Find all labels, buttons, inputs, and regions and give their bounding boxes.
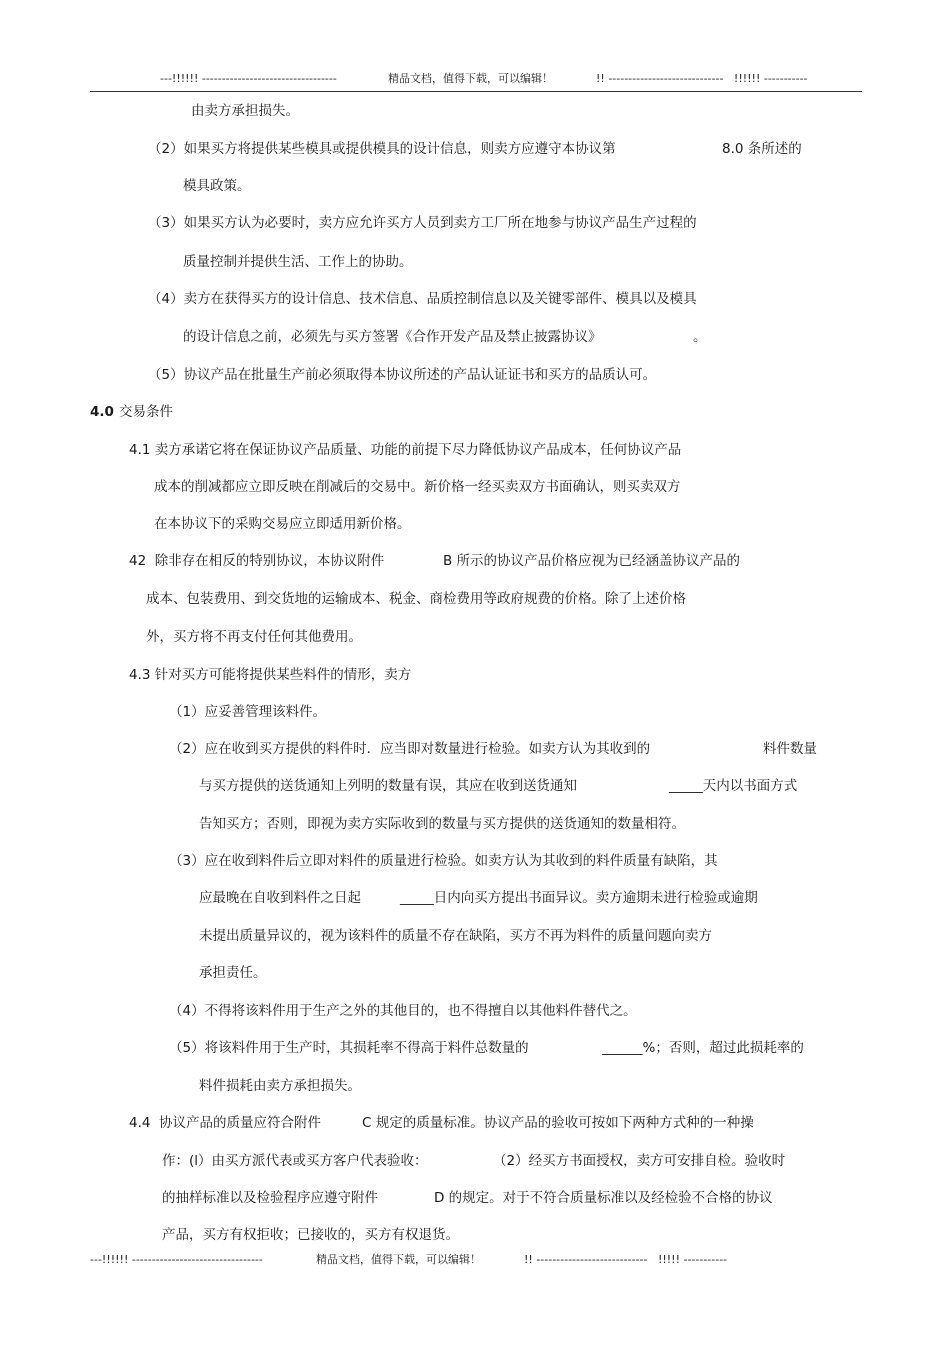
section-number: 4.0 xyxy=(90,404,114,420)
paragraph-line: 在本协议下的采购交易应立即适用新价格。 xyxy=(154,516,411,532)
sub-item-4: （4）不得将该料件用于生产之外的其他目的，也不得擅自以其他料件替代之。 xyxy=(169,1003,637,1019)
paragraph-line: 的设计信息之前，必须先与买方签署《合作开发产品及禁止披露协议》 xyxy=(183,329,602,345)
paragraph-line: 成本的削减都应立即反映在削减后的交易中。新价格一经买卖双方书面确认，则买卖双方 xyxy=(154,479,681,495)
paragraph-line: 应最晚在自收到料件之日起 xyxy=(199,890,361,906)
paragraph-line: 未提出质量异议的，视为该料件的质量不存在缺陷，买方不再为料件的质量问题向卖方 xyxy=(199,928,712,944)
paragraph-line: 与买方提供的送货通知上列明的数量有误，其应在收到送货通知 xyxy=(199,778,577,794)
blank-field: _____天内以书面方式 xyxy=(669,778,798,794)
sub-item-3: （3）应在收到料件后立即对料件的质量进行检验。如卖方认为其收到的料件质量有缺陷，其 xyxy=(169,853,718,869)
paragraph-line: 告知买方；否则，即视为卖方实际收到的数量与买方提供的送货通知的数量相符。 xyxy=(199,816,685,832)
header-rule xyxy=(90,91,862,92)
paragraph-line: 质量控制并提供生活、工作上的协助。 xyxy=(183,254,413,270)
blank-field: ______%；否则，超过此损耗率的 xyxy=(602,1040,804,1056)
list-item-5: （5）协议产品在批量生产前必须取得本协议所述的产品认证证书和买方的品质认可。 xyxy=(148,367,657,383)
footer-right-decoration: !! ---------------------------- !!!!! ----------- xyxy=(524,1253,728,1266)
paragraph-line: D 的规定。对于不符合质量标准以及经检验不合格的协议 xyxy=(434,1190,773,1206)
sub-item-5: （5）将该料件用于生产时，其损耗率不得高于料件总数量的 xyxy=(169,1040,529,1056)
clause-4-4: 4.4 协议产品的质量应符合附件 xyxy=(129,1115,322,1131)
paragraph-line: 作：(l）由买方派代表或买方客户代表验收： xyxy=(162,1153,428,1169)
paragraph-line: 料件损耗由卖方承担损失。 xyxy=(199,1078,361,1094)
footer-left-decoration: ---!!!!!! --------------------------------- xyxy=(90,1253,263,1266)
paragraph-line: 的抽样标准以及检验程序应遵守附件 xyxy=(162,1190,378,1206)
sub-item-2: （2）应在收到买方提供的料件时．应当即对数量进行检验。如卖方认为其收到的 xyxy=(169,741,651,757)
list-item-2-ref: 8.0 条所述的 xyxy=(722,141,802,157)
clause-4-2: 42 除非存在相反的特别协议，本协议附件 xyxy=(129,553,385,569)
paragraph-line: B 所示的协议产品价格应视为已经涵盖协议产品的 xyxy=(443,553,741,569)
header-left-decoration: ---!!!!!! ---------------------------------- xyxy=(160,72,337,85)
header-title: 精品文档，值得下载，可以编辑！ xyxy=(388,72,553,85)
clause-4-3: 4.3 针对买方可能将提供某些料件的情形，卖方 xyxy=(129,667,412,683)
blank-field: _____日内向买方提出书面异议。卖方逾期未进行检验或逾期 xyxy=(400,890,758,906)
paragraph-line: 产品，买方有权拒收；已接收的，买方有权退货。 xyxy=(162,1227,459,1243)
paragraph-line: 承担责任。 xyxy=(199,965,267,981)
section-title: 交易条件 xyxy=(119,404,173,420)
clause-4-1: 4.1 卖方承诺它将在保证协议产品质量、功能的前提下尽力降低协议产品成本，任何协议产品 xyxy=(129,442,682,458)
paragraph-line: （2）经买方书面授权，卖方可安排自检。验收时 xyxy=(493,1153,786,1169)
paragraph-line: 模具政策。 xyxy=(183,178,251,194)
header-right-decoration: !! ----------------------------- !!!!!! ----------- xyxy=(596,72,808,85)
list-item-3: （3）如果买方认为必要时，卖方应允许买方人员到卖方工厂所在地参与协议产品生产过程的 xyxy=(148,215,697,231)
list-item-2: （2）如果买方将提供某些模具或提供模具的设计信息，则卖方应遵守本协议第 xyxy=(148,141,616,157)
sub-item-1: （1）应妥善管理该料件。 xyxy=(169,704,327,720)
paragraph-line: 料件数量 xyxy=(763,741,817,757)
paragraph-line: 外，买方将不再支付任何其他费用。 xyxy=(146,629,362,645)
footer-title: 精品文档，值得下载，可以编辑！ xyxy=(316,1253,481,1266)
paragraph-punct: 。 xyxy=(693,329,707,345)
paragraph-line: 成本、包装费用、到交货地的运输成本、税金、商检费用等政府规费的价格。除了上述价格 xyxy=(146,591,686,607)
paragraph-line: 由卖方承担损失。 xyxy=(191,103,299,119)
list-item-4: （4）卖方在获得买方的设计信息、技术信息、品质控制信息以及关键零部件、模具以及模具 xyxy=(148,291,697,307)
paragraph-line: C 规定的质量标准。协议产品的验收可按如下两种方式种的一种操 xyxy=(362,1115,754,1131)
